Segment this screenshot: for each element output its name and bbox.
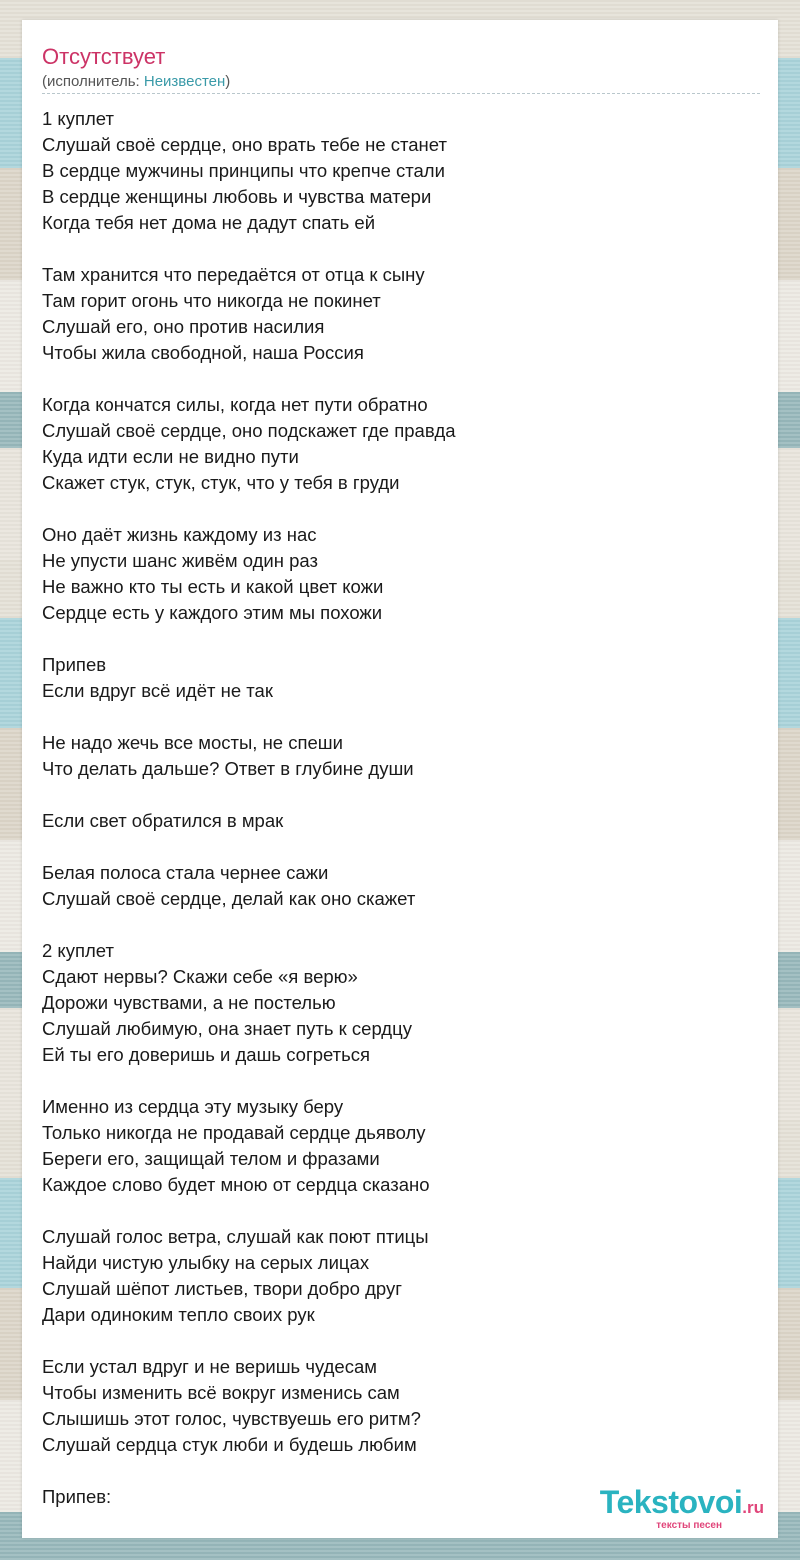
- artist-line: [42, 72, 230, 92]
- lyric-line: Там хранится что передаётся от отца к сыну: [42, 264, 425, 285]
- lyric-line: Чтобы изменить всё вокруг изменись сам: [42, 1382, 400, 1403]
- song-title: Отсутствует: [42, 44, 166, 69]
- lyric-line: Скажет стук, стук, стук, что у тебя в груди: [42, 472, 400, 493]
- lyric-line: Не надо жечь все мосты, не спеши: [42, 732, 343, 753]
- lyric-line: Каждое слово будет мною от сердца сказано: [42, 1174, 430, 1195]
- divider: [42, 93, 760, 94]
- logo-tld: .ru: [742, 1498, 764, 1517]
- lyric-line: Дари одиноким тепло своих рук: [42, 1304, 315, 1325]
- lyric-line: [42, 704, 762, 730]
- lyric-line: Слушай шёпот листьев, твори добро друг: [42, 1278, 402, 1299]
- lyric-line: [42, 1198, 762, 1224]
- lyric-line: [42, 626, 762, 652]
- lyric-line: Именно из сердца эту музыку беру: [42, 1096, 344, 1117]
- lyric-line: Когда тебя нет дома не дадут спать ей: [42, 212, 376, 233]
- lyric-line: Если вдруг всё идёт не так: [42, 680, 273, 701]
- lyric-line: [42, 782, 762, 808]
- lyric-line: Найди чистую улыбку на серых лицах: [42, 1252, 370, 1273]
- lyric-line: Когда кончатся силы, когда нет пути обратно: [42, 394, 428, 415]
- lyric-line: Слушай своё сердце, оно врать тебе не станет: [42, 134, 447, 155]
- lyric-line: Куда идти если не видно пути: [42, 446, 299, 467]
- lyric-line: Только никогда не продавай сердце дьяволу: [42, 1122, 426, 1143]
- artist-suffix: ): [225, 73, 231, 90]
- lyric-line: Береги его, защищай телом и фразами: [42, 1148, 380, 1169]
- lyric-line: Слушай любимую, она знает путь к сердцу: [42, 1018, 412, 1039]
- lyric-line: Слушай своё сердце, делай как оно скажет: [42, 888, 416, 909]
- lyric-line: Если свет обратился в мрак: [42, 810, 284, 831]
- site-logo[interactable]: [599, 1484, 764, 1532]
- lyric-line: Что делать дальше? Ответ в глубине души: [42, 758, 414, 779]
- lyric-line: Сердце есть у каждого этим мы похожи: [42, 602, 383, 623]
- lyric-line: Дорожи чувствами, а не постелью: [42, 992, 336, 1013]
- lyric-line: Не упусти шанс живём один раз: [42, 550, 318, 571]
- logo-wordmark: Tekstovoi: [599, 1484, 743, 1520]
- lyric-line: Белая полоса стала чернее сажи: [42, 862, 329, 883]
- lyric-line: 1 куплет: [42, 108, 114, 129]
- lyric-line: Ей ты его доверишь и дашь согреться: [42, 1044, 371, 1065]
- lyric-line: В сердце мужчины принципы что крепче стали: [42, 160, 445, 181]
- lyric-line: В сердце женщины любовь и чувства матери: [42, 186, 432, 207]
- lyric-line: [42, 496, 762, 522]
- lyric-line: Припев:: [42, 1486, 112, 1507]
- lyric-line: [42, 1328, 762, 1354]
- lyric-line: [42, 366, 762, 392]
- lyric-line: Чтобы жила свободной, наша Россия: [42, 342, 364, 363]
- lyric-line: 2 куплет: [42, 940, 114, 961]
- lyric-line: [42, 834, 762, 860]
- lyric-line: Припев: [42, 654, 107, 675]
- lyric-line: Если устал вдруг и не веришь чудесам: [42, 1356, 377, 1377]
- artist-link[interactable]: Неизвестен: [143, 73, 226, 90]
- lyric-line: [42, 1068, 762, 1094]
- lyric-line: Не важно кто ты есть и какой цвет кожи: [42, 576, 384, 597]
- logo-tagline: тексты песен: [656, 1520, 722, 1531]
- lyric-line: Там горит огонь что никогда не покинет: [42, 290, 381, 311]
- lyric-line: Слушай голос ветра, слушай как поют птицы: [42, 1226, 429, 1247]
- lyric-line: [42, 1458, 762, 1484]
- lyric-line: [42, 912, 762, 938]
- lyrics-text: [42, 106, 762, 1510]
- lyrics-card: [22, 20, 778, 1538]
- lyric-line: [42, 236, 762, 262]
- lyric-line: Слушай сердца стук люби и будешь любим: [42, 1434, 417, 1455]
- lyric-line: Сдают нервы? Скажи себе «я верю»: [42, 966, 358, 987]
- lyric-line: Слышишь этот голос, чувствуешь его ритм?: [42, 1408, 421, 1429]
- lyric-line: Слушай своё сердце, оно подскажет где правда: [42, 420, 456, 441]
- artist-prefix: (исполнитель:: [42, 73, 144, 90]
- lyric-line: Оно даёт жизнь каждому из нас: [42, 524, 317, 545]
- logo-main: [599, 1484, 764, 1524]
- lyric-line: Слушай его, оно против насилия: [42, 316, 325, 337]
